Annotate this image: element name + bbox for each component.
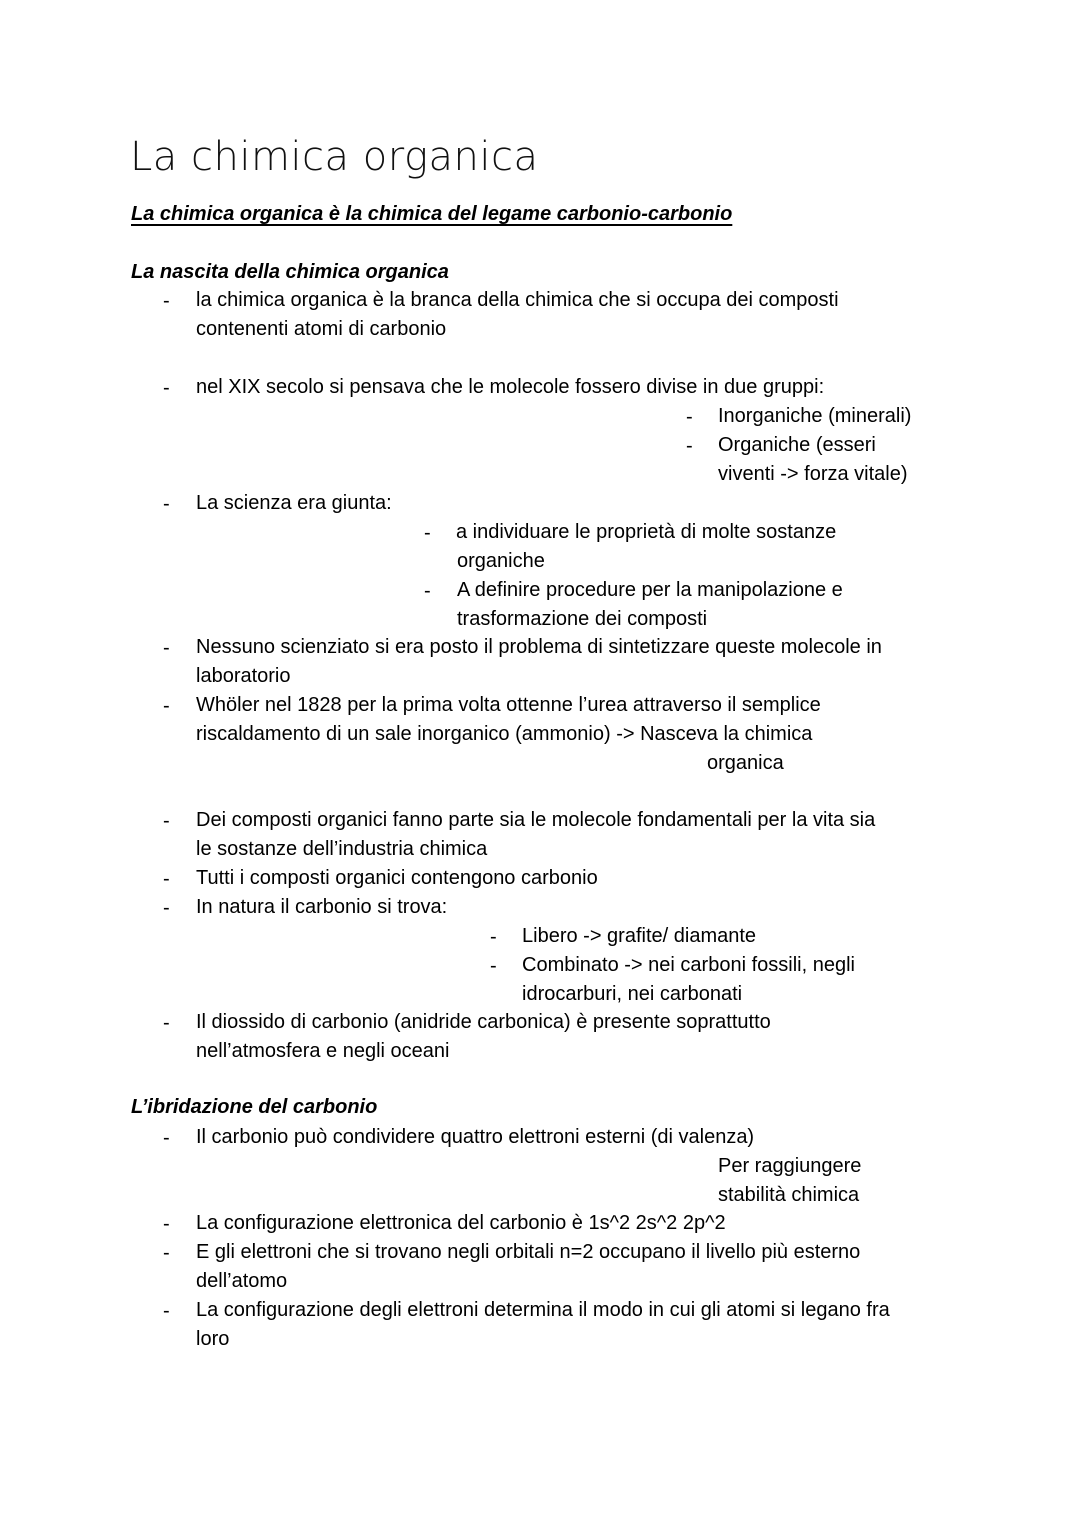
- list-item-text: la chimica organica è la branca della chimica che si occupa dei composti: [196, 289, 839, 311]
- bullet-dash: -: [163, 1012, 170, 1034]
- list-item-text: La scienza era giunta:: [196, 492, 392, 514]
- sub-bullet-dash: -: [424, 580, 431, 602]
- list-item-text: Il carbonio può condividere quattro elettroni esterni (di valenza): [196, 1126, 755, 1148]
- bullet-dash: -: [163, 377, 170, 399]
- sub-list-item-text: Combinato -> nei carboni fossili, negli: [522, 954, 855, 976]
- bullet-dash: -: [163, 1242, 170, 1264]
- sub-bullet-dash: -: [424, 522, 431, 544]
- list-item-text: La configurazione elettronica del carbonio è 1s^2 2s^2 2p^2: [196, 1212, 726, 1234]
- bullet-dash: -: [163, 1213, 170, 1235]
- list-item-text: laboratorio: [196, 665, 291, 687]
- list-item-text: le sostanze dell’industria chimica: [196, 838, 488, 860]
- bullet-dash: -: [163, 1300, 170, 1322]
- sub-list-item-text: viventi -> forza vitale): [718, 463, 908, 485]
- bullet-dash: -: [163, 1127, 170, 1149]
- sub-bullet-dash: -: [686, 435, 693, 457]
- list-item-text: dell’atomo: [196, 1270, 288, 1292]
- bullet-dash: -: [163, 695, 170, 717]
- list-item-text: La configurazione degli elettroni determina il modo in cui gli atomi si legano fra: [196, 1299, 890, 1321]
- list-item-text: Tutti i composti organici contengono carbonio: [196, 867, 598, 889]
- sub-bullet-dash: -: [490, 955, 497, 977]
- list-item-text: E gli elettroni che si trovano negli orbitali n=2 occupano il livello più esterno: [196, 1241, 861, 1263]
- sub-bullet-dash: -: [686, 406, 693, 428]
- list-item-text: contenenti atomi di carbonio: [196, 318, 447, 340]
- bullet-dash: -: [163, 810, 170, 832]
- list-item-text: In natura il carbonio si trova:: [196, 896, 448, 918]
- sub-list-item-text: A definire procedure per la manipolazione e: [457, 579, 843, 601]
- sub-list-item-text: Inorganiche (minerali): [718, 405, 912, 427]
- sub-list-item-text: organiche: [457, 550, 545, 572]
- side-note-text: stabilità chimica: [718, 1184, 860, 1206]
- list-item-text: nel XIX secolo si pensava che le molecole fossero divise in due gruppi:: [196, 376, 825, 398]
- bullet-dash: -: [163, 897, 170, 919]
- bullet-dash: -: [163, 493, 170, 515]
- sub-list-item-text: trasformazione dei composti: [457, 608, 708, 630]
- sub-bullet-dash: -: [490, 926, 497, 948]
- bullet-dash: -: [163, 290, 170, 312]
- bullet-dash: -: [163, 868, 170, 890]
- list-item-text: riscaldamento di un sale inorganico (ammonio) -> Nasceva la chimica: [196, 723, 813, 745]
- section-heading-nascita: La nascita della chimica organica: [131, 261, 449, 283]
- list-item-text: organica: [707, 752, 784, 774]
- list-item-text: Nessuno scienziato si era posto il problema di sintetizzare queste molecole in: [196, 636, 882, 658]
- sub-list-item-text: a individuare le proprietà di molte sostanze: [456, 521, 837, 543]
- list-item-text: Whöler nel 1828 per la prima volta ottenne l’urea attraverso il semplice: [196, 694, 821, 716]
- page-title: La chimica organica: [130, 134, 539, 180]
- bullet-dash: -: [163, 637, 170, 659]
- list-item-text: loro: [196, 1328, 230, 1350]
- sub-list-item-text: Organiche (esseri: [718, 434, 876, 456]
- side-note-text: Per raggiungere: [718, 1155, 862, 1177]
- sub-list-item-text: idrocarburi, nei carbonati: [522, 983, 743, 1005]
- list-item-text: Dei composti organici fanno parte sia le molecole fondamentali per la vita sia: [196, 809, 876, 831]
- list-item-text: Il diossido di carbonio (anidride carbonica) è presente soprattutto: [196, 1011, 771, 1033]
- section-heading-ibridazione: L’ibridazione del carbonio: [131, 1096, 378, 1118]
- list-item-text: nell’atmosfera e negli oceani: [196, 1040, 450, 1062]
- page-subtitle: La chimica organica è la chimica del legame carbonio-carbonio: [131, 203, 733, 225]
- sub-list-item-text: Libero -> grafite/ diamante: [522, 925, 757, 947]
